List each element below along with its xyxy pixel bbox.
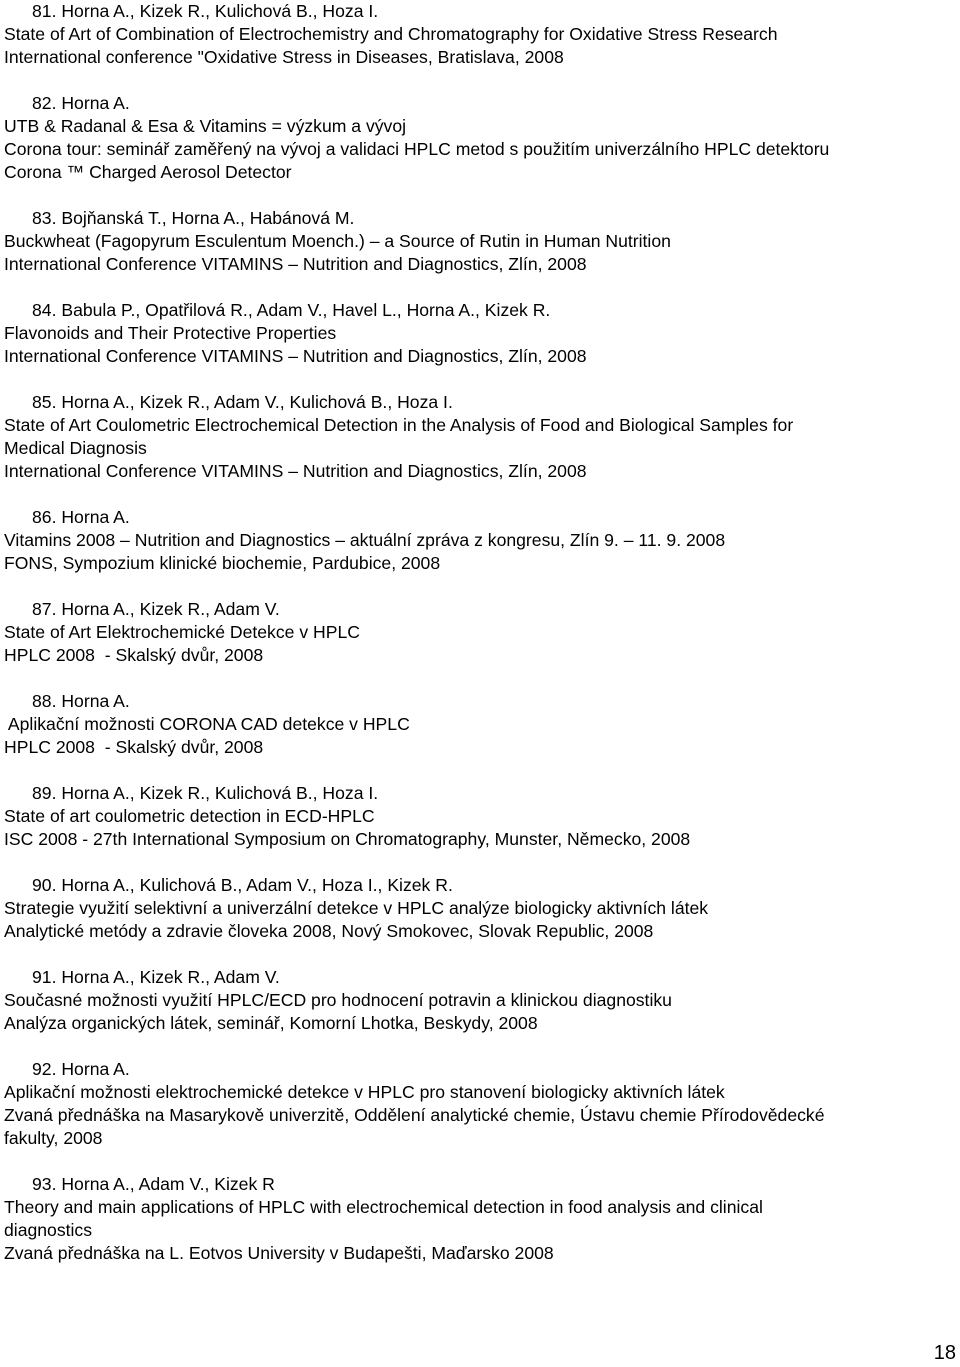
publication-detail-line: Flavonoids and Their Protective Properties — [4, 323, 337, 343]
publication-detail-line: State of Art Coulometric Electrochemical Detection in the Analysis of Food and Biological Samples for — [4, 415, 794, 435]
publication-detail-line: ISC 2008 - 27th International Symposium on Chromatography, Munster, Německo, 2008 — [4, 829, 691, 849]
publication-detail-line: State of Art Elektrochemické Detekce v HPLC — [4, 622, 360, 642]
publication-detail-line: diagnostics — [4, 1220, 93, 1240]
publication-detail-line: Aplikační možnosti elektrochemické detekce v HPLC pro stanovení biologicky aktivních látek — [4, 1082, 725, 1102]
publication-authors: 84. Babula P., Opatřilová R., Adam V., Havel L., Horna A., Kizek R. — [32, 300, 551, 320]
publication-entry — [4, 874, 954, 943]
publication-detail-line: HPLC 2008 - Skalský dvůr, 2008 — [4, 645, 264, 665]
publication-entry — [4, 1058, 954, 1150]
publication-authors: 85. Horna A., Kizek R., Adam V., Kulichová B., Hoza I. — [32, 392, 453, 412]
publication-detail-line: Analýza organických látek, seminář, Komorní Lhotka, Beskydy, 2008 — [4, 1013, 538, 1033]
publication-authors: 92. Horna A. — [32, 1059, 130, 1079]
publication-authors: 93. Horna A., Adam V., Kizek R — [32, 1174, 275, 1194]
publication-detail-line: International Conference VITAMINS – Nutrition and Diagnostics, Zlín, 2008 — [4, 254, 587, 274]
publication-detail-line: Aplikační možnosti CORONA CAD detekce v HPLC — [4, 714, 410, 734]
publication-entry — [4, 92, 954, 184]
publication-authors: 83. Bojňanská T., Horna A., Habánová M. — [32, 208, 355, 228]
publication-detail-line: Analytické metódy a zdravie človeka 2008, Nový Smokovec, Slovak Republic, 2008 — [4, 921, 654, 941]
publication-authors: 87. Horna A., Kizek R., Adam V. — [32, 599, 280, 619]
publication-detail-line: Medical Diagnosis — [4, 438, 147, 458]
publication-detail-line: UTB & Radanal & Esa & Vitamins = výzkum a vývoj — [4, 116, 407, 136]
publication-entry — [4, 782, 954, 851]
publication-authors: 81. Horna A., Kizek R., Kulichová B., Hoza I. — [32, 1, 379, 21]
publication-detail-line: Vitamins 2008 – Nutrition and Diagnostics – aktuální zpráva z kongresu, Zlín 9. – 11. 9. 2008 — [4, 530, 726, 550]
publication-detail-line: Theory and main applications of HPLC with electrochemical detection in food analysis and clinical — [4, 1197, 763, 1217]
publication-entry — [4, 207, 954, 276]
publication-entry — [4, 690, 954, 759]
publication-authors: 90. Horna A., Kulichová B., Adam V., Hoza I., Kizek R. — [32, 875, 453, 895]
publication-authors: 91. Horna A., Kizek R., Adam V. — [32, 967, 280, 987]
publication-detail-line: fakulty, 2008 — [4, 1128, 103, 1148]
publication-detail-line: State of Art of Combination of Electrochemistry and Chromatography for Oxidative Stress Research — [4, 24, 778, 44]
publication-entry — [4, 598, 954, 667]
publication-entry — [4, 966, 954, 1035]
publication-detail-line: International conference "Oxidative Stress in Diseases, Bratislava, 2008 — [4, 47, 564, 67]
publication-detail-line: Strategie využití selektivní a univerzální detekce v HPLC analýze biologicky aktivních látek — [4, 898, 709, 918]
publication-detail-line: HPLC 2008 - Skalský dvůr, 2008 — [4, 737, 264, 757]
publication-detail-line: Corona tour: seminář zaměřený na vývoj a validaci HPLC metod s použitím univerzálního HPLC detektoru — [4, 139, 830, 159]
publication-entry — [4, 1173, 954, 1265]
page-number: 18 — [933, 1342, 956, 1364]
publication-authors: 86. Horna A. — [32, 507, 130, 527]
publication-detail-line: Současné možnosti využití HPLC/ECD pro hodnocení potravin a klinickou diagnostiku — [4, 990, 672, 1010]
publication-entry — [4, 391, 954, 483]
publication-entry — [4, 506, 954, 575]
publication-detail-line: International Conference VITAMINS – Nutrition and Diagnostics, Zlín, 2008 — [4, 346, 587, 366]
publication-entry — [4, 299, 954, 368]
publication-list — [4, 0, 954, 1265]
publication-detail-line: State of art coulometric detection in ECD-HPLC — [4, 806, 375, 826]
publication-detail-line: Corona ™ Charged Aerosol Detector — [4, 162, 292, 182]
publication-detail-line: FONS, Sympozium klinické biochemie, Pardubice, 2008 — [4, 553, 441, 573]
publication-detail-line: Buckwheat (Fagopyrum Esculentum Moench.) – a Source of Rutin in Human Nutrition — [4, 231, 671, 251]
publication-detail-line: International Conference VITAMINS – Nutrition and Diagnostics, Zlín, 2008 — [4, 461, 587, 481]
publication-detail-line: Zvaná přednáška na Masarykově univerzitě, Oddělení analytické chemie, Ústavu chemie Přírodovědecké — [4, 1105, 825, 1125]
publication-authors: 89. Horna A., Kizek R., Kulichová B., Hoza I. — [32, 783, 379, 803]
publication-authors: 82. Horna A. — [32, 93, 130, 113]
publication-entry — [4, 0, 954, 69]
publication-detail-line: Zvaná přednáška na L. Eotvos University v Budapešti, Maďarsko 2008 — [4, 1243, 554, 1263]
publication-authors: 88. Horna A. — [32, 691, 130, 711]
